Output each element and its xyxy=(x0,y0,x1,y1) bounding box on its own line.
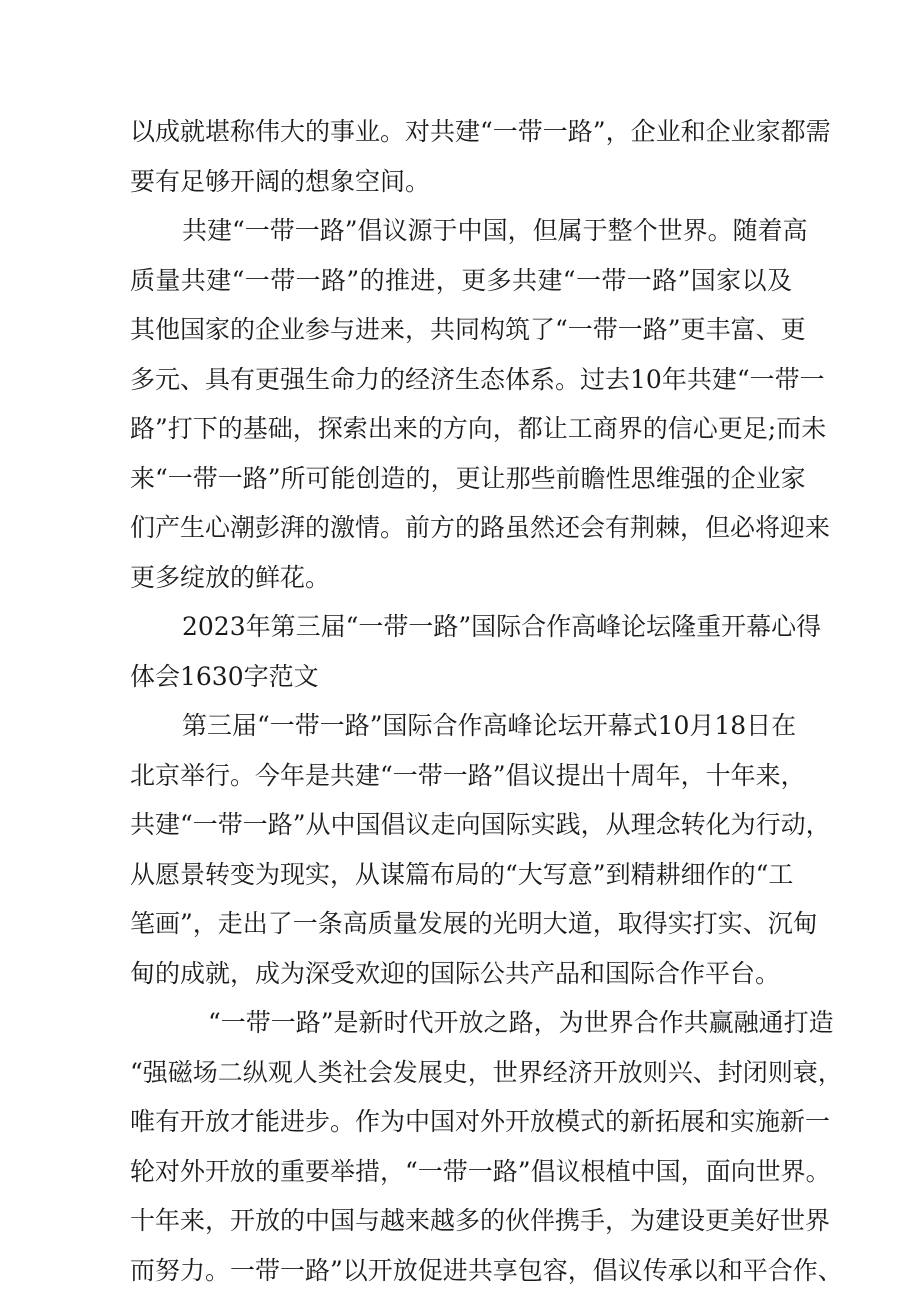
text-line: 共建“一带一路”从中国倡议走向国际实践，从理念转化为行动， xyxy=(130,810,831,839)
text-line: 体会1630字范文 xyxy=(130,661,319,691)
text-line: 更多绽放的鲜花。 xyxy=(130,562,331,592)
text-line: 质量共建“一带一路”的推进，更多共建“一带一路”国家以及 xyxy=(130,265,792,295)
text-line: 十年来，开放的中国与越来越多的伙伴携手，为建设更美好世界 xyxy=(130,1206,831,1235)
document-body xyxy=(130,112,843,1300)
text-line: “一带一路”是新时代开放之路，为世界合作共赢融通打造 xyxy=(208,1008,834,1037)
text-line: 路”打下的基础，探索出来的方向，都让工商界的信心更足;而未 xyxy=(130,414,827,443)
text-line: 们产生心潮彭湃的激情。前方的路虽然还会有荆棘，但必将迎来 xyxy=(130,513,831,542)
text-line: 北京举行。今年是共建“一带一路”倡议提出十周年，十年来， xyxy=(130,760,806,790)
text-line: “强磁场二纵观人类社会发展史，世界经济开放则兴、封闭则衰， xyxy=(130,1057,843,1087)
text-line: 其他国家的企业参与进来，共同构筑了“一带一路”更丰富、更 xyxy=(130,315,806,344)
text-line: 多元、具有更强生命力的经济生态体系。过去10年共建“一带一 xyxy=(130,364,825,394)
text-line: 要有足够开阔的想象空间。 xyxy=(130,166,431,196)
text-line: 笔画”，走出了一条高质量发展的光明大道，取得实打实、沉甸 xyxy=(130,909,818,938)
text-line: 来“一带一路”所可能创造的，更让那些前瞻性思维强的企业家 xyxy=(130,463,806,493)
text-line: 而努力。一带一路”以开放促进共享包容，倡议传承以和平合作、 xyxy=(130,1255,843,1285)
text-line: 甸的成就，成为深受欢迎的国际公共产品和国际合作平台。 xyxy=(130,958,781,988)
text-line: 共建“一带一路”倡议源于中国，但属于整个世界。随着高 xyxy=(182,216,808,245)
text-line: 2023年第三届“一带一路”国际合作高峰论坛隆重开幕心得 xyxy=(182,612,822,641)
text-line: 第三届“一带一路”国际合作高峰论坛开幕式10月18日在 xyxy=(182,711,797,740)
text-line: 从愿景转变为现实，从谋篇布局的“大写意”到精耕细作的“工 xyxy=(130,859,794,889)
text-line: 唯有开放才能进步。作为中国对外开放模式的新拓展和实施新一 xyxy=(130,1107,831,1136)
text-line: 以成就堪称伟大的事业。对共建“一带一路”，企业和企业家都需 xyxy=(130,117,831,146)
text-line: 轮对外开放的重要举措，“一带一路”倡议根植中国，面向世界。 xyxy=(130,1156,831,1186)
